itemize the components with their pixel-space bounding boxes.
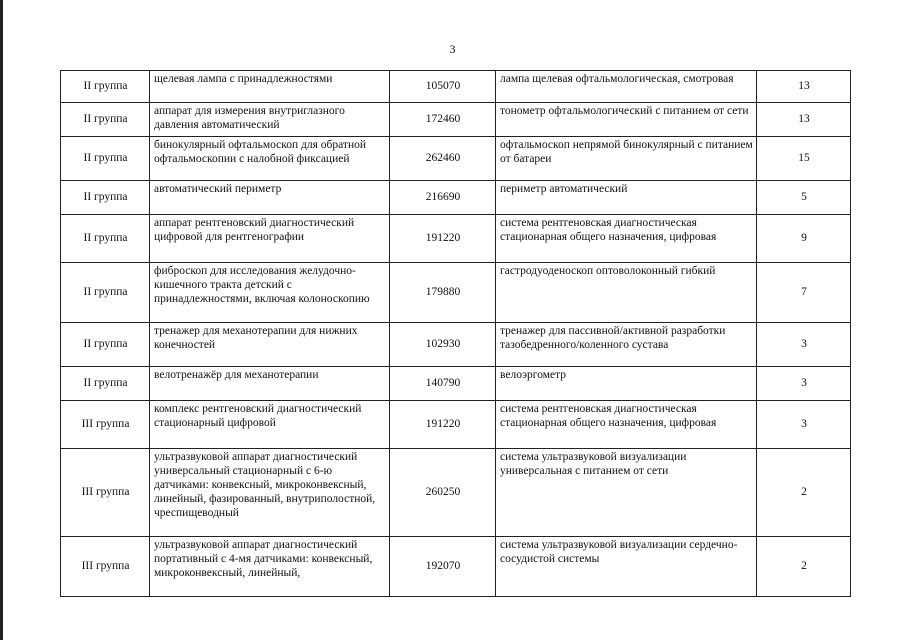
quantity-cell: 13: [757, 71, 851, 103]
equipment-type-cell: система ультразвуковой визуализации универсальная с питанием от сети: [496, 449, 757, 537]
code-cell: 105070: [390, 71, 496, 103]
table-row: [61, 263, 851, 323]
quantity-cell: 3: [757, 323, 851, 367]
equipment-type-cell: периметр автоматический: [496, 181, 757, 215]
equipment-name-cell: ультразвуковой аппарат диагностический портативный с 4-мя датчиками: конвексный, микроконвексный, линейный,: [150, 537, 390, 597]
equipment-name-cell: велотренажёр для механотерапии: [150, 367, 390, 401]
table-row: [61, 323, 851, 367]
equipment-type-cell: офтальмоскоп непрямой бинокулярный с питанием от батареи: [496, 137, 757, 181]
group-cell: III группа: [61, 449, 150, 537]
equipment-type-cell: лампа щелевая офтальмологическая, смотровая: [496, 71, 757, 103]
quantity-cell: 5: [757, 181, 851, 215]
table-row: [61, 181, 851, 215]
group-cell: III группа: [61, 401, 150, 449]
table-row: [61, 103, 851, 137]
quantity-cell: 3: [757, 367, 851, 401]
equipment-name-cell: аппарат для измерения внутриглазного давления автоматический: [150, 103, 390, 137]
equipment-name-cell: аппарат рентгеновский диагностический цифровой для рентгенографии: [150, 215, 390, 263]
code-cell: 191220: [390, 215, 496, 263]
quantity-cell: 9: [757, 215, 851, 263]
code-cell: 172460: [390, 103, 496, 137]
equipment-type-cell: система рентгеновская диагностическая стационарная общего назначения, цифровая: [496, 215, 757, 263]
quantity-cell: 13: [757, 103, 851, 137]
group-cell: II группа: [61, 215, 150, 263]
group-cell: II группа: [61, 71, 150, 103]
code-cell: 260250: [390, 449, 496, 537]
code-cell: 191220: [390, 401, 496, 449]
code-cell: 140790: [390, 367, 496, 401]
equipment-name-cell: фиброскоп для исследования желудочно-кишечного тракта детский с принадлежностями, включая колоноскопию: [150, 263, 390, 323]
scan-left-edge: [0, 0, 3, 640]
equipment-table: [60, 70, 851, 597]
group-cell: II группа: [61, 137, 150, 181]
equipment-type-cell: тонометр офтальмологический с питанием от сети: [496, 103, 757, 137]
code-cell: 102930: [390, 323, 496, 367]
page-number: 3: [449, 42, 456, 56]
code-cell: 192070: [390, 537, 496, 597]
table-row: [61, 401, 851, 449]
table-row: [61, 449, 851, 537]
equipment-name-cell: автоматический периметр: [150, 181, 390, 215]
equipment-type-cell: велоэргометр: [496, 367, 757, 401]
equipment-name-cell: щелевая лампа с принадлежностями: [150, 71, 390, 103]
code-cell: 179880: [390, 263, 496, 323]
equipment-type-cell: гастродуоденоскоп оптоволоконный гибкий: [496, 263, 757, 323]
group-cell: III группа: [61, 537, 150, 597]
equipment-type-cell: система ультразвуковой визуализации сердечно-сосудистой системы: [496, 537, 757, 597]
quantity-cell: 2: [757, 449, 851, 537]
equipment-type-cell: система рентгеновская диагностическая стационарная общего назначения, цифровая: [496, 401, 757, 449]
equipment-name-cell: ультразвуковой аппарат диагностический универсальный стационарный с 6-ю датчиками: конвексный, микроконвексный, линейный, фазированный, внутриполостной, чреспищеводный: [150, 449, 390, 537]
table-row: [61, 367, 851, 401]
code-cell: 216690: [390, 181, 496, 215]
code-cell: 262460: [390, 137, 496, 181]
equipment-name-cell: комплекс рентгеновский диагностический стационарный цифровой: [150, 401, 390, 449]
group-cell: II группа: [61, 181, 150, 215]
group-cell: II группа: [61, 323, 150, 367]
quantity-cell: 2: [757, 537, 851, 597]
group-cell: II группа: [61, 263, 150, 323]
equipment-name-cell: бинокулярный офтальмоскоп для обратной офтальмоскопии с налобной фиксацией: [150, 137, 390, 181]
table-row: [61, 537, 851, 597]
table-row: [61, 215, 851, 263]
equipment-name-cell: тренажер для механотерапии для нижних конечностей: [150, 323, 390, 367]
table-row: [61, 71, 851, 103]
equipment-type-cell: тренажер для пассивной/активной разработки тазобедренного/коленного сустава: [496, 323, 757, 367]
quantity-cell: 15: [757, 137, 851, 181]
group-cell: II группа: [61, 367, 150, 401]
group-cell: II группа: [61, 103, 150, 137]
table-row: [61, 137, 851, 181]
quantity-cell: 7: [757, 263, 851, 323]
quantity-cell: 3: [757, 401, 851, 449]
